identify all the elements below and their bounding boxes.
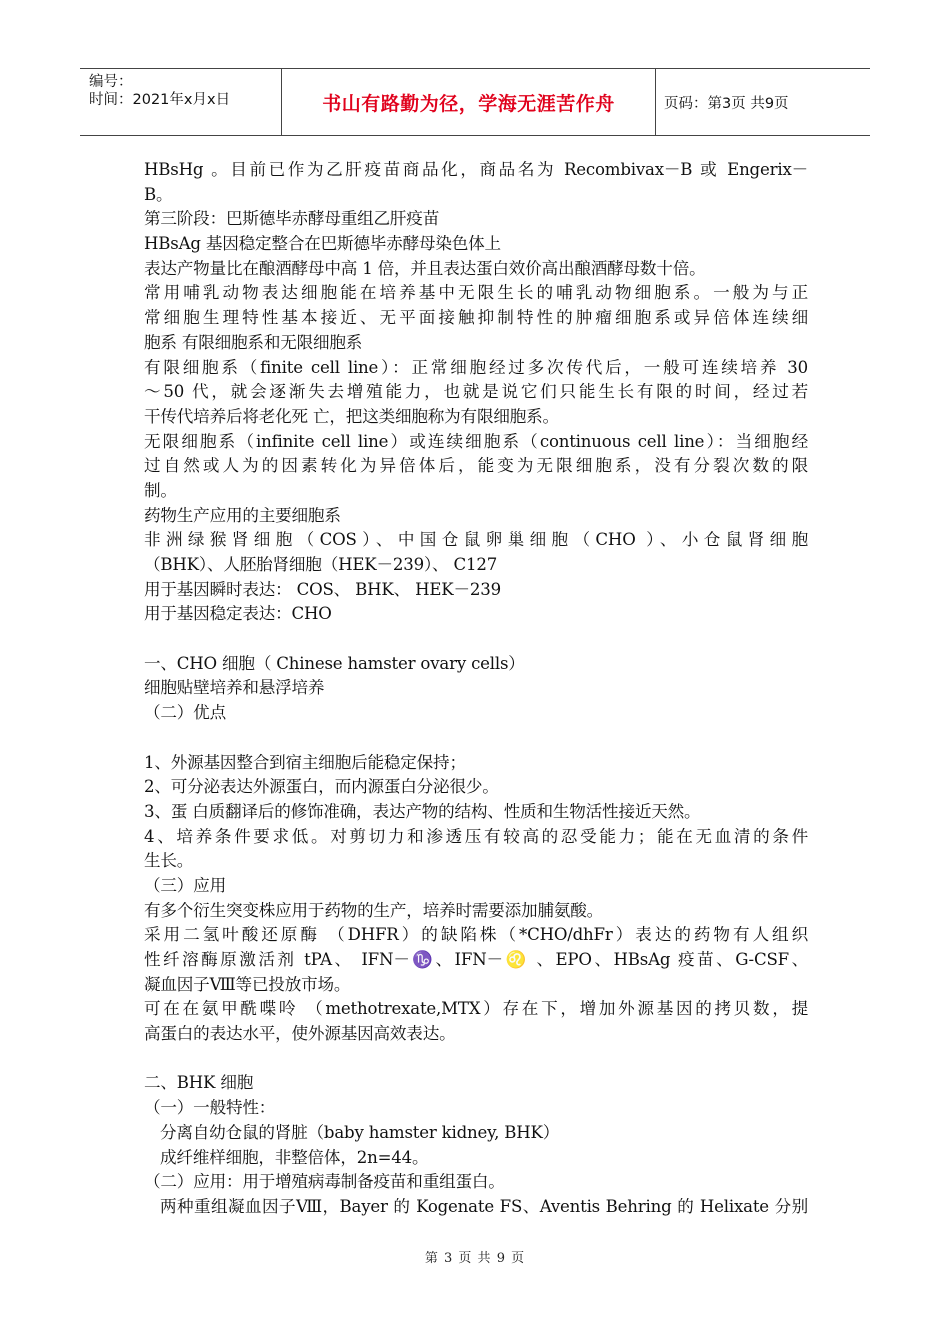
header-page-cell xyxy=(656,69,870,135)
list-item: 2、可分泌表达外源蛋白，而内源蛋白分泌很少。 xyxy=(144,777,499,797)
text-line: 用于基因瞬时表达： COS、 BHK、 HEK－239 xyxy=(144,579,501,599)
text-line: 细胞贴壁培养和悬浮培养 xyxy=(144,678,325,698)
text-line: 非洲绿猴肾细胞（COS）、中国仓鼠卵巢细胞（CHO ）、小仓鼠肾细胞 xyxy=(144,530,808,550)
text-line: 有限细胞系（finite cell line）：正常细胞经过多次传代后，一般可连续培养 30 xyxy=(144,357,808,377)
motto: 书山有路勤为径，学海无涯苦作舟 xyxy=(322,92,615,115)
section-heading: 二、BHK 细胞 xyxy=(144,1073,254,1093)
header-meta xyxy=(80,69,281,135)
date-label: 时间：2021年x月x日 xyxy=(89,92,231,108)
blank-line xyxy=(144,726,808,751)
text-line: 采用二氢叶酸还原酶 （DHFR）的缺陷株（*CHO/dhFr）表达的药物有人组织 xyxy=(144,925,808,945)
code-label: 编号： xyxy=(89,74,133,90)
text-line: 药物生产应用的主要细胞系 xyxy=(144,505,341,525)
subsection-heading: （一）一般特性： xyxy=(144,1098,276,1118)
subsection-heading: （二）优点 xyxy=(144,703,226,723)
text-line: 性纤溶酶原激活剂 tPA、 IFN－♑、IFN－♌ 、EPO、HBsAg 疫苗、G-CSF、 xyxy=(144,950,808,969)
text-line: 无限细胞系（infinite cell line）或连续细胞系（continuous cell line）：当细胞经 xyxy=(144,431,808,451)
text-line: 凝血因子Ⅷ等已投放市场。 xyxy=(144,974,351,994)
document-body xyxy=(144,158,808,1220)
section-heading: 一、CHO 细胞（ Chinese hamster ovary cells） xyxy=(144,653,525,673)
page-header xyxy=(80,68,870,136)
subsection-heading: （三）应用 xyxy=(144,875,226,895)
text-line: 可在在氨甲酰喋呤 （methotrexate,MTX）存在下，增加外源基因的拷贝数，提 xyxy=(144,999,808,1019)
text-line: 第三阶段：巴斯德毕赤酵母重组乙肝疫苗 xyxy=(144,209,440,229)
text-line: 生长。 xyxy=(144,851,194,871)
text-line: 用于基因稳定表达：CHO xyxy=(144,604,332,624)
subsection-heading: （二）应用：用于增殖病毒制备疫苗和重组蛋白。 xyxy=(144,1172,505,1192)
text-line: 制。 xyxy=(144,480,177,500)
text-line: 胞系 有限细胞系和无限细胞系 xyxy=(144,332,363,352)
text-line: 分离自幼仓鼠的肾脏（baby hamster kidney, BHK） xyxy=(160,1122,560,1142)
page-footer: 第 3 页 共 9 页 xyxy=(424,1251,526,1266)
text-line: 两种重组凝血因子Ⅷ，Bayer 的 Kogenate FS、Aventis Behring 的 Helixate 分别 xyxy=(160,1196,808,1216)
text-line: 常细胞生理特性基本接近、无平面接触抑制特性的肿瘤细胞系或异倍体连续细 xyxy=(144,308,808,328)
page-code: 页码：第3页 共9页 xyxy=(664,95,789,112)
list-item: 4、培养条件要求低。对剪切力和渗透压有较高的忍受能力；能在无血清的条件 xyxy=(144,826,808,846)
text-line: 常用哺乳动物表达细胞能在培养基中无限生长的哺乳动物细胞系。一般为与正 xyxy=(144,283,808,303)
text-line: 成纤维样细胞，非整倍体，2n=44。 xyxy=(160,1147,429,1167)
header-motto-cell xyxy=(281,69,656,135)
text-line: ～50 代，就会逐渐失去增殖能力，也就是说它们只能生长有限的时间，经过若 xyxy=(144,382,808,402)
text-line: HBsHg 。目前已作为乙肝疫苗商品化，商品名为 Recombivax－B 或 Engerix－ xyxy=(144,160,808,179)
blank-line xyxy=(144,1047,808,1072)
blank-line xyxy=(144,627,808,652)
list-item: 1、外源基因整合到宿主细胞后能稳定保持； xyxy=(144,752,466,772)
text-line: 干传代培养后将老化死 亡，把这类细胞称为有限细胞系。 xyxy=(144,406,559,426)
text-line: B。 xyxy=(144,184,173,204)
text-line: 有多个衍生突变株应用于药物的生产，培养时需要添加脯氨酸。 xyxy=(144,900,604,920)
list-item: 3、蛋 白质翻译后的修饰准确，表达产物的结构、性质和生物活性接近天然。 xyxy=(144,801,701,821)
text-line: 高蛋白的表达水平，使外源基因高效表达。 xyxy=(144,1024,456,1044)
text-line: 表达产物量比在酿酒酵母中高 1 倍，并且表达蛋白效价高出酿酒酵母数十倍。 xyxy=(144,258,706,278)
text-line: （BHK）、人胚胎肾细胞（HEK－239）、 C127 xyxy=(144,555,498,574)
text-line: 过自然或人为的因素转化为异倍体后，能变为无限细胞系，没有分裂次数的限 xyxy=(144,456,808,476)
text-line: HBsAg 基因稳定整合在巴斯德毕赤酵母染色体上 xyxy=(144,234,501,254)
